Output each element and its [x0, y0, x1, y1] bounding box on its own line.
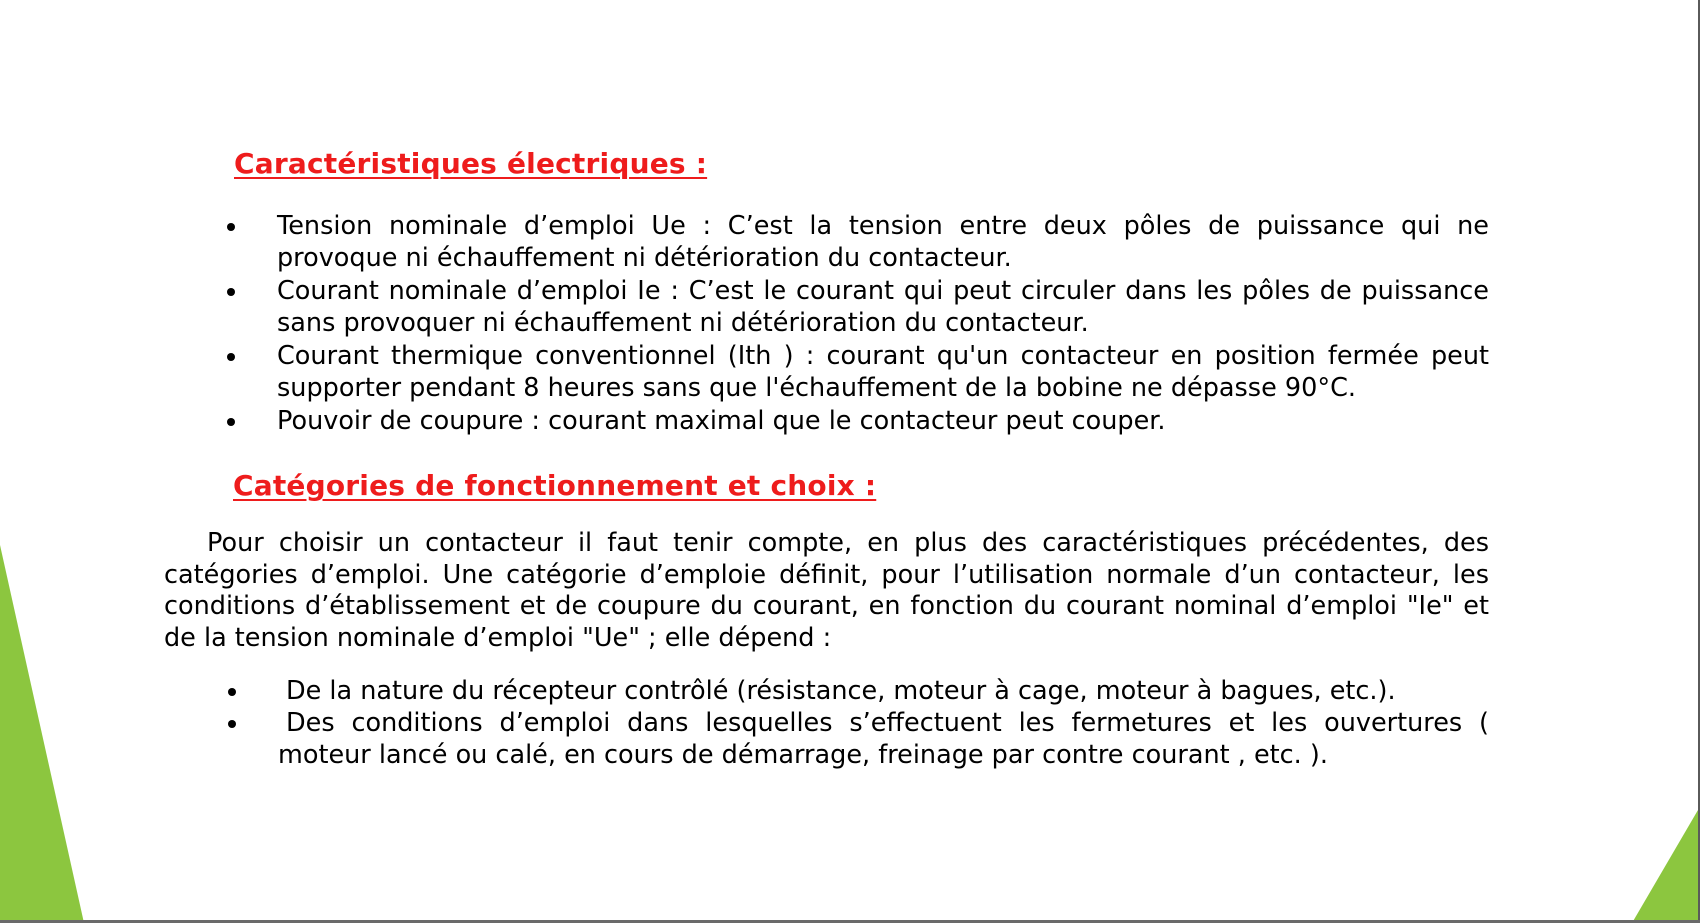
categories-list: [278, 675, 1489, 771]
bullet-icon: [227, 288, 235, 296]
section1-heading: Caractéristiques électriques :: [234, 147, 708, 180]
list-item-text: Pouvoir de coupure : courant maximal que le contacteur peut couper.: [277, 406, 1166, 436]
list-item: [278, 707, 1489, 771]
list-item-text: Courant thermique conventionnel (Ith ) : courant qu'un contacteur en position fermée peut supporter pendant 8 heures sans que l'échauffement de la bobine ne dépasse 90°C.: [277, 341, 1489, 403]
right-green-triangle-decoration: [1632, 810, 1698, 923]
list-item: [277, 275, 1489, 339]
bullet-icon: [227, 223, 235, 231]
list-item-text: Tension nominale d’emploi Ue : C’est la tension entre deux pôles de puissance qui ne provoque ni échauffement ni détérioration du contacteur.: [277, 211, 1489, 273]
list-item: [278, 675, 1489, 707]
list-item: [277, 210, 1489, 274]
list-item: [277, 405, 1489, 437]
left-green-triangle-decoration: [0, 545, 90, 923]
characteristics-list: [277, 210, 1489, 438]
list-item-text: De la nature du récepteur contrôlé (résistance, moteur à cage, moteur à bagues, etc.).: [286, 676, 1396, 706]
list-item-text: Courant nominale d’emploi Ie : C’est le courant qui peut circuler dans les pôles de puissance sans provoquer ni échauffement ni détérioration du contacteur.: [277, 276, 1489, 338]
bullet-icon: [227, 418, 235, 426]
bullet-icon: [227, 353, 235, 361]
list-item-text: Des conditions d’emploi dans lesquelles s’effectuent les fermetures et les ouvertures ( moteur lancé ou calé, en cours de démarrage, freinage par contre courant , etc. ).: [278, 708, 1489, 770]
bullet-icon: [228, 688, 236, 696]
list-item: [277, 340, 1489, 404]
bullet-icon: [228, 720, 236, 728]
section2-paragraph: Pour choisir un contacteur il faut tenir compte, en plus des caractéristiques précédentes, des catégories d’emploi. Une catégorie d’emploie définit, pour l’utilisation normale d’un contacteur, les conditions d’établissement et de coupure du courant, en fonction du courant nominal d’emploi "Ie" et de la tension nominale d’emploi "Ue" ; elle dépend :: [164, 528, 1489, 653]
section2-heading: Catégories de fonctionnement et choix :: [233, 469, 877, 502]
